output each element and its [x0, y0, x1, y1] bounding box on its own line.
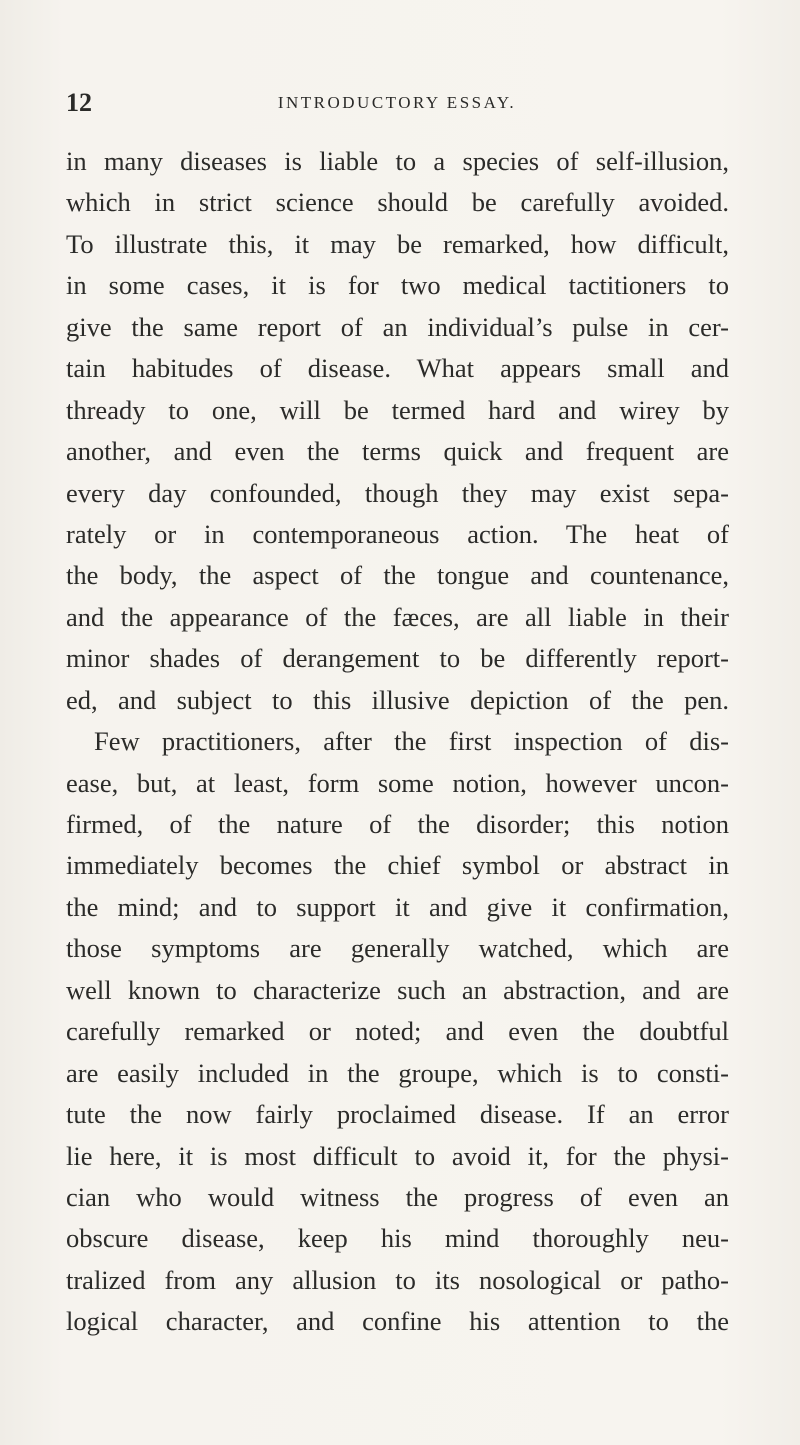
- text-line: minor shades of derangement to be differently report-: [66, 643, 729, 674]
- text-line: tute the now fairly proclaimed disease. If an error: [66, 1099, 729, 1130]
- text-line-paragraph-start: Few practitioners, after the first inspection of dis-: [94, 726, 729, 757]
- text-line: another, and even the terms quick and frequent are: [66, 436, 729, 467]
- text-line: tralized from any allusion to its nosological or patho-: [66, 1264, 729, 1295]
- text-line: firmed, of the nature of the disorder; this notion: [66, 809, 729, 839]
- text-line: immediately becomes the chief symbol or abstract in: [66, 850, 729, 881]
- text-line: logical character, and confine his attention to the: [66, 1306, 729, 1337]
- text-line: obscure disease, keep his mind thoroughly neu-: [66, 1223, 729, 1254]
- text-line: To illustrate this, it may be remarked, how difficult,: [66, 228, 729, 259]
- running-head: INTRODUCTORY ESSAY.: [277, 93, 517, 112]
- text-line: ease, but, at least, form some notion, however uncon-: [66, 767, 729, 798]
- text-line: thready to one, will be termed hard and wirey by: [66, 394, 729, 425]
- text-line: are easily included in the groupe, which is to consti-: [66, 1057, 729, 1088]
- page-header: [66, 88, 728, 118]
- text-line: every day confounded, though they may exist sepa-: [66, 477, 729, 508]
- text-line: those symptoms are generally watched, which are: [66, 933, 729, 964]
- text-line: lie here, it is most difficult to avoid it, for the physi-: [66, 1140, 729, 1171]
- text-line: tain habitudes of disease. What appears small and: [66, 353, 729, 384]
- text-line: and the appearance of the fæces, are all liable in their: [66, 601, 729, 632]
- text-line: well known to characterize such an abstraction, and are: [66, 974, 729, 1005]
- text-line: rately or in contemporaneous action. The heat of: [66, 518, 729, 549]
- text-line: the mind; and to support it and give it confirmation,: [66, 891, 729, 922]
- text-line: give the same report of an individual’s pulse in cer-: [66, 311, 729, 342]
- text-line: in some cases, it is for two medical tactitioners to: [66, 270, 729, 301]
- text-line: the body, the aspect of the tongue and countenance,: [66, 560, 729, 591]
- body-text: [66, 141, 729, 1343]
- text-line: ed, and subject to this illusive depiction of the pen.: [66, 684, 729, 715]
- page-number: 12: [66, 88, 92, 117]
- text-line: cian who would witness the progress of even an: [66, 1181, 729, 1212]
- text-line: which in strict science should be carefully avoided.: [66, 187, 729, 218]
- text-line: in many diseases is liable to a species of self-illusion,: [66, 146, 729, 176]
- text-line: carefully remarked or noted; and even the doubtful: [66, 1016, 729, 1047]
